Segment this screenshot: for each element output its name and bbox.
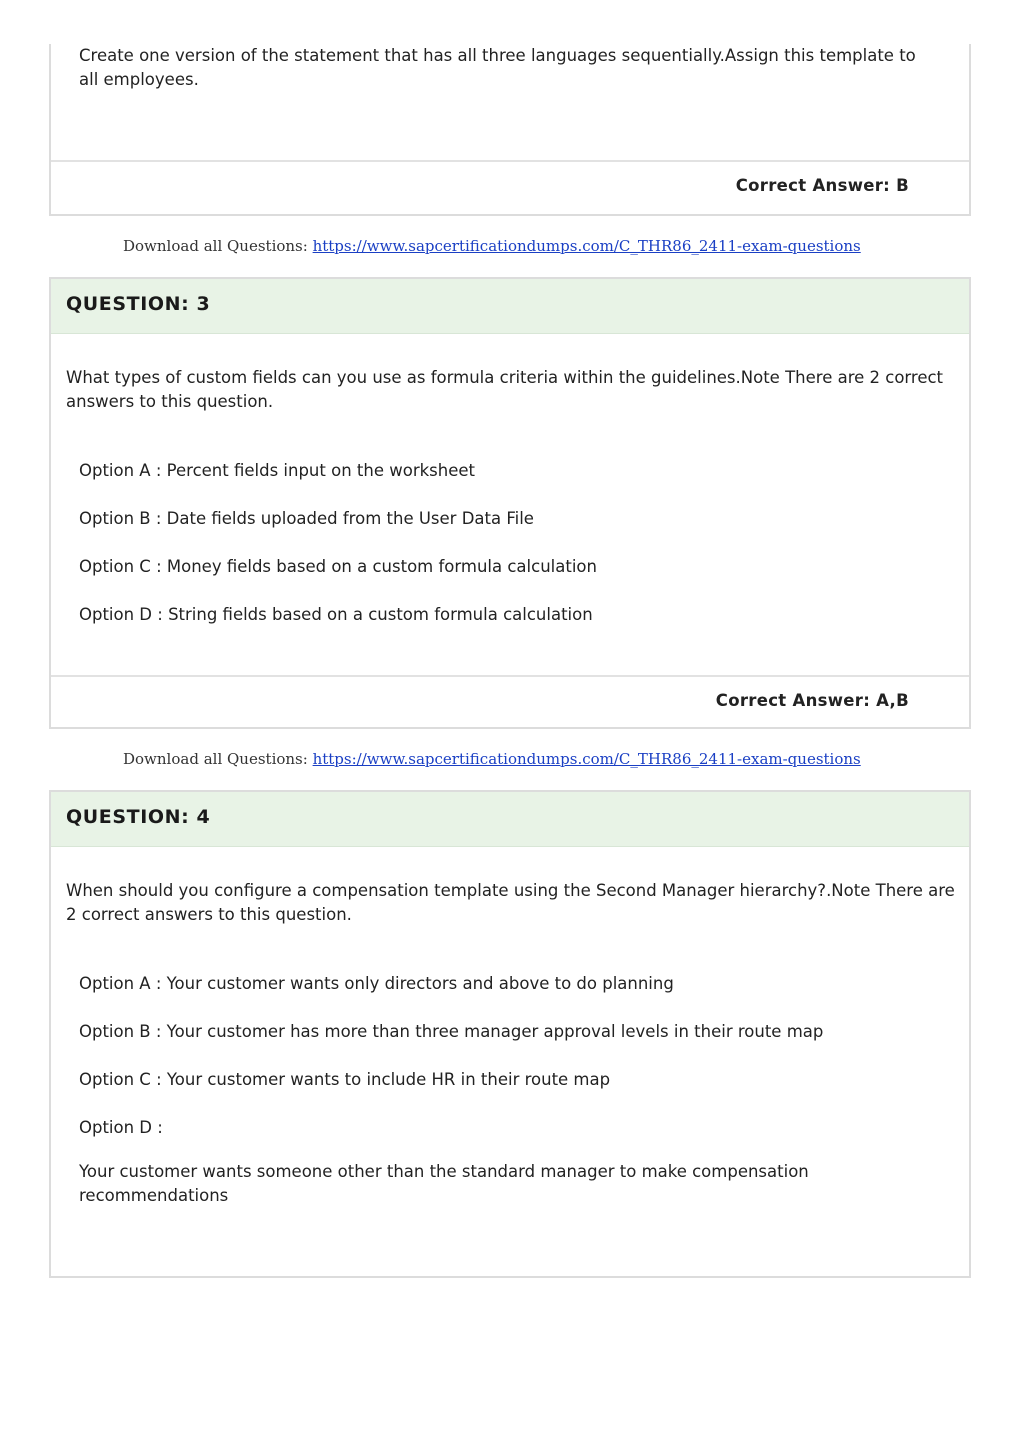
question-4-option-d: Option D : <box>79 1118 163 1137</box>
download-label: Download all Questions: <box>123 237 308 255</box>
question-3-title: QUESTION: 3 <box>66 293 211 315</box>
question-4-card <box>49 790 971 1278</box>
question-4-option-c: Option C : Your customer wants to include HR in their route map <box>79 1070 611 1089</box>
previous-question-card <box>49 44 971 216</box>
question-3-option-b: Option B : Date fields uploaded from the User Data File <box>79 509 534 528</box>
previous-question-text: Create one version of the statement that has all three languages sequentially.Assign this template to all employees. <box>79 46 916 89</box>
question-4-option-b: Option B : Your customer has more than three manager approval levels in their route map <box>79 1022 824 1041</box>
question-3-option-d: Option D : String fields based on a custom formula calculation <box>79 605 593 624</box>
question-3-answer-row <box>51 675 969 729</box>
previous-answer-row <box>51 160 969 214</box>
question-3-text: What types of custom fields can you use as formula criteria within the guidelines.Note There are 2 correct answers to this question. <box>66 368 944 411</box>
question-3-correct-answer: Correct Answer: A,B <box>715 691 909 710</box>
download-line-1 <box>123 237 861 255</box>
question-4-header <box>51 792 969 847</box>
download-line-2 <box>123 750 861 768</box>
question-3-header <box>51 279 969 334</box>
download-label: Download all Questions: <box>123 750 308 768</box>
question-4-title: QUESTION: 4 <box>66 806 211 828</box>
question-3-option-a: Option A : Percent fields input on the worksheet <box>79 461 475 480</box>
question-4-option-a: Option A : Your customer wants only directors and above to do planning <box>79 974 674 993</box>
previous-correct-answer: Correct Answer: B <box>735 176 909 195</box>
download-link[interactable]: https://www.sapcertificationdumps.com/C_THR86_2411-exam-questions <box>312 750 861 768</box>
question-4-text: When should you configure a compensation template using the Second Manager hierarchy?.Note There are 2 correct answers to this question. <box>66 881 955 924</box>
question-4-option-d-text: Your customer wants someone other than the standard manager to make compensation recommendations <box>79 1162 809 1205</box>
download-link[interactable]: https://www.sapcertificationdumps.com/C_THR86_2411-exam-questions <box>312 237 861 255</box>
question-3-card <box>49 277 971 729</box>
question-3-option-c: Option C : Money fields based on a custom formula calculation <box>79 557 597 576</box>
